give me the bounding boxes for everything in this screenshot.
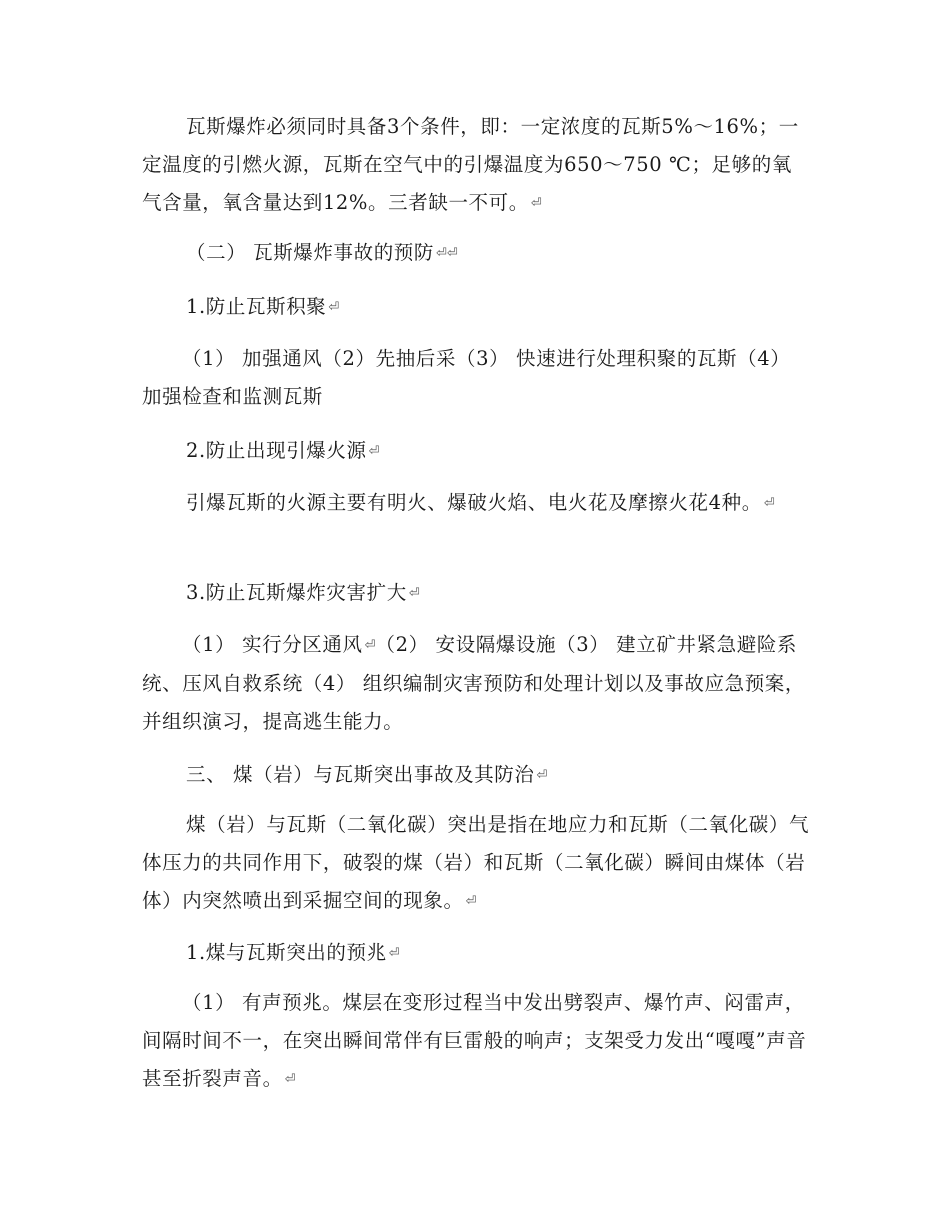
subheading-text: 2.防止出现引爆火源 (186, 439, 367, 462)
paragraph-mark-icon: ⏎ (368, 443, 380, 459)
paragraph-expansion-measures (142, 626, 810, 741)
section-heading-prevention (142, 234, 810, 273)
subheading-outburst-signs (142, 934, 810, 973)
heading-text: 三、 煤（岩）与瓦斯突出事故及其防治 (186, 763, 535, 786)
paragraph-mark-icon: ⏎ (364, 637, 376, 653)
paragraph-outburst-definition (142, 806, 810, 921)
paragraph-mark-icon: ⏎ (284, 1071, 296, 1087)
paragraph-text: 煤（岩）与瓦斯（二氧化碳）突出是指在地应力和瓦斯（二氧化碳）气体压力的共同作用下，破裂的煤（岩）和瓦斯（二氧化碳）瞬间由煤体（岩体）内突然喷出到采掘空间的现象。 (142, 813, 810, 912)
paragraph-mark-icon: ⏎ (530, 195, 542, 211)
paragraph-mark-icon: ⏎ (388, 945, 400, 961)
paragraph-mark-icon: ⏎ (465, 893, 477, 909)
paragraph-text: 瓦斯爆炸必须同时具备3个条件，即：一定浓度的瓦斯5%～16%；一定温度的引燃火源，瓦斯在空气中的引爆温度为650～750 ℃；足够的氧气含量，氧含量达到12%。三者缺一不可。 (142, 115, 799, 214)
paragraph-mark-icon: ⏎ (328, 299, 340, 315)
paragraph-ignition-sources (142, 484, 810, 523)
paragraph-mark-icon: ⏎⏎ (436, 245, 458, 261)
paragraph-mark-icon: ⏎ (536, 767, 548, 783)
paragraph-text: （1） 有声预兆。煤层在变形过程当中发出劈裂声、爆竹声、闷雷声，间隔时间不一，在突出瞬间常伴有巨雷般的响声；支架受力发出“嘎嘎”声音甚至折裂声音。 (142, 991, 807, 1090)
paragraph-audible-signs (142, 984, 810, 1099)
paragraph-text-continued: （2） 安设隔爆设施（3） 建立矿井紧急避险系统、压风自救系统（4） 组织编制灾害预防和处理计划以及事故应急预案，并组织演习，提高逃生能力。 (142, 633, 806, 733)
paragraph-mark-icon: ⏎ (408, 585, 420, 601)
subheading-prevent-ignition (142, 432, 810, 471)
paragraph-mark-icon: ⏎ (763, 495, 775, 511)
paragraph-text: （1） 实行分区通风 (182, 633, 363, 656)
paragraph-text: （1） 加强通风（2）先抽后采（3） 快速进行处理积聚的瓦斯（4） 加强检查和监测瓦斯 (142, 347, 791, 408)
heading-text: （二） 瓦斯爆炸事故的预防 (186, 241, 434, 264)
paragraph-accumulation-measures (142, 340, 810, 417)
subheading-prevent-accumulation (142, 288, 810, 327)
paragraph-gas-explosion-conditions (142, 108, 810, 223)
subheading-text: 1.防止瓦斯积聚 (186, 295, 327, 318)
subheading-text: 1.煤与瓦斯突出的预兆 (186, 941, 387, 964)
subheading-text: 3.防止瓦斯爆炸灾害扩大 (186, 581, 407, 604)
subheading-prevent-expansion (142, 574, 810, 613)
section-heading-outburst (142, 756, 810, 795)
paragraph-text: 引爆瓦斯的火源主要有明火、爆破火焰、电火花及摩擦火花4种。 (186, 491, 762, 514)
